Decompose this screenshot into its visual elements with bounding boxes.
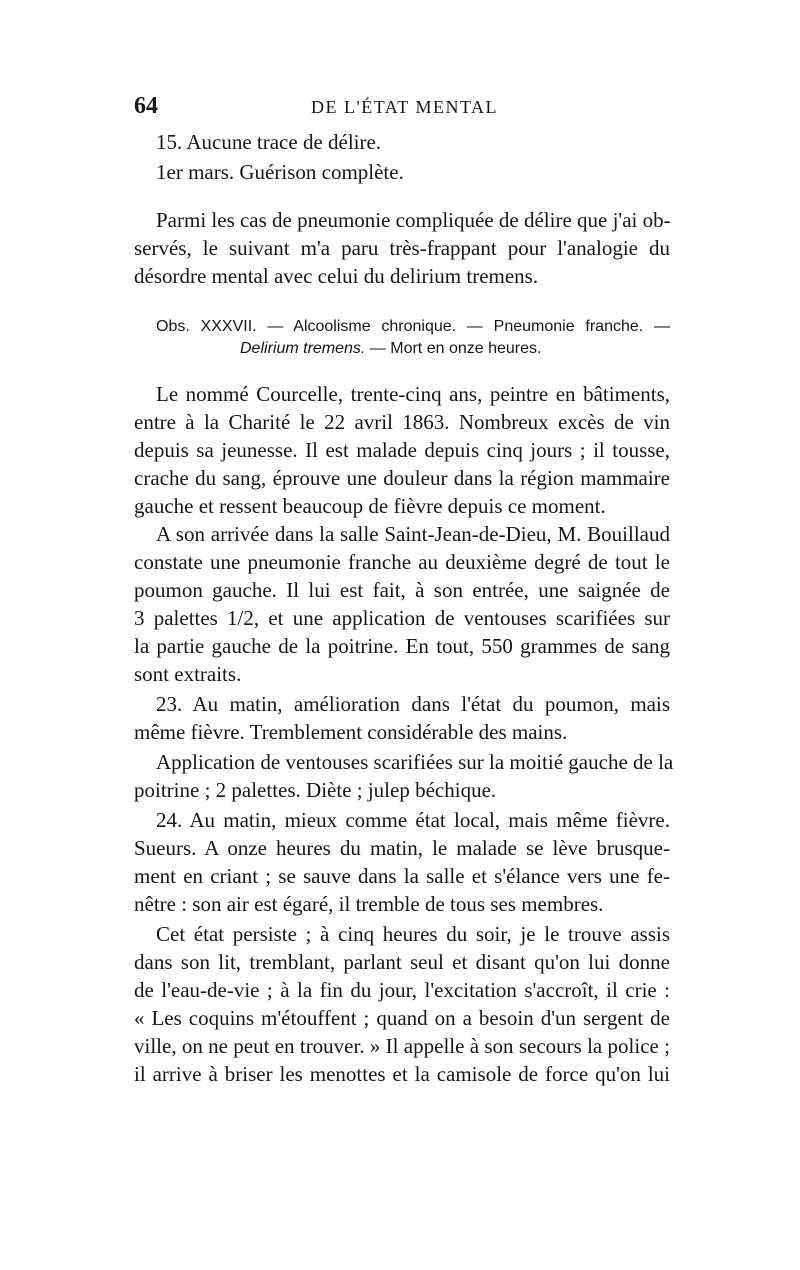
text-line: Cet état persiste ; à cinq heures du soir, je le trouve assis — [156, 922, 670, 946]
text-line: ment en criant ; se sauve dans la salle et s'élance vers une fe- — [134, 864, 670, 888]
text-line: poitrine ; 2 palettes. Diète ; julep béchique. — [134, 778, 497, 802]
observation-heading: Obs. XXXVII. — Alcoolisme chronique. — Pneumonie franche. — — [156, 318, 670, 335]
text-line: Parmi les cas de pneumonie compliquée de délire que j'ai ob- — [156, 208, 671, 232]
text-line: il arrive à briser les menottes et la camisole de force qu'on lui — [134, 1062, 670, 1086]
text-line: de l'eau-de-vie ; à la fin du jour, l'excitation s'accroît, il crie : — [134, 978, 670, 1002]
text-line: Sueurs. A onze heures du matin, le malade se lève brusque- — [134, 836, 670, 860]
text-line: 15. Aucune trace de délire. — [156, 130, 382, 154]
text-line: crache du sang, éprouve une douleur dans la région mammaire — [134, 466, 670, 490]
text-line: ville, on ne peut en trouver. » Il appelle à son secours la police ; — [134, 1034, 670, 1058]
observation-italic-term: Delirium tremens. — [240, 340, 366, 357]
text-line: Application de ventouses scarifiées sur la moitié gauche de la — [156, 750, 674, 774]
text-line: nêtre : son air est égaré, il tremble de tous ses membres. — [134, 892, 604, 916]
text-line: servés, le suivant m'a paru très-frappant pour l'analogie du — [134, 236, 670, 260]
text-line: 23. Au matin, amélioration dans l'état du poumon, mais — [156, 692, 670, 716]
observation-outcome: — Mort en onze heures. — [365, 340, 542, 357]
text-line: sont extraits. — [134, 662, 242, 686]
text-line: poumon gauche. Il lui est fait, à son entrée, une saignée de — [134, 578, 670, 602]
text-line: désordre mental avec celui du delirium tremens. — [134, 264, 539, 288]
observation-subheading — [240, 338, 541, 360]
text-line: entre à la Charité le 22 avril 1863. Nombreux excès de vin — [134, 410, 670, 434]
text-line: même fièvre. Tremblement considérable des mains. — [134, 720, 568, 744]
running-title: DE L'ÉTAT MENTAL — [311, 97, 499, 117]
text-line: 3 palettes 1/2, et une application de ventouses scarifiées sur — [134, 606, 670, 630]
page-header — [134, 93, 670, 119]
text-line: la partie gauche de la poitrine. En tout, 550 grammes de sang — [134, 634, 670, 658]
text-line: dans son lit, tremblant, parlant seul et disant qu'on lui donne — [134, 950, 670, 974]
text-line: A son arrivée dans la salle Saint-Jean-de-Dieu, M. Bouillaud — [156, 522, 670, 546]
text-line: constate une pneumonie franche au deuxième degré de tout le — [134, 550, 670, 574]
page-number: 64 — [134, 93, 158, 119]
text-line: « Les coquins m'étouffent ; quand on a besoin d'un sergent de — [134, 1006, 670, 1030]
text-line: 1er mars. Guérison complète. — [156, 160, 404, 184]
text-line: Le nommé Courcelle, trente-cinq ans, peintre en bâtiments, — [156, 382, 670, 406]
text-line: 24. Au matin, mieux comme état local, mais même fièvre. — [156, 808, 670, 832]
text-line: gauche et ressent beaucoup de fièvre depuis ce moment. — [134, 494, 606, 518]
text-line: depuis sa jeunesse. Il est malade depuis cinq jours ; il tousse, — [134, 438, 670, 462]
